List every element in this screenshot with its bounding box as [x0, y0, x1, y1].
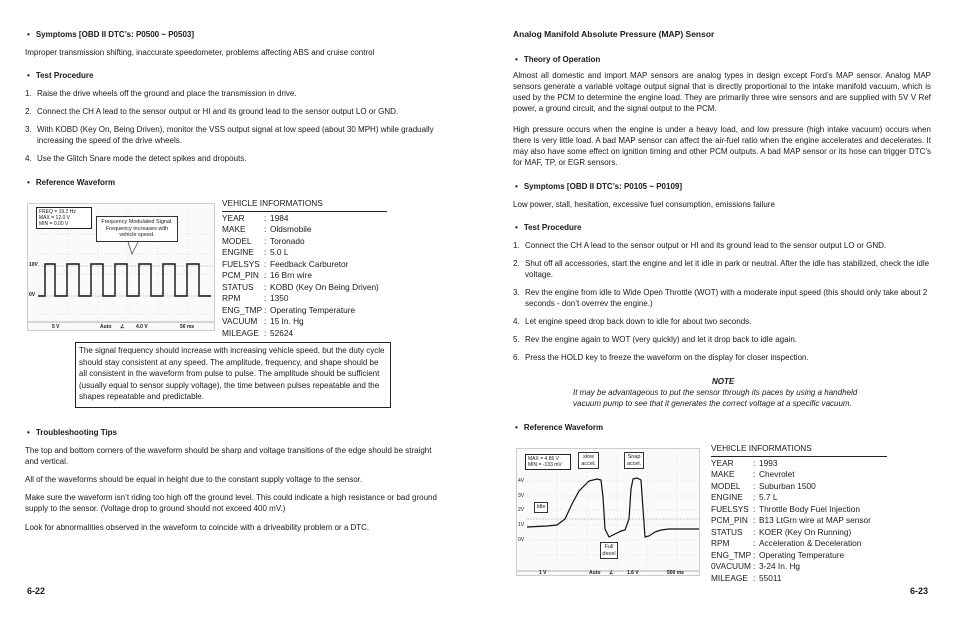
map-voltage-trace [527, 478, 699, 537]
vss-waveform-scope [27, 203, 215, 331]
vehicle-info-row: FUELSYS : Feedback Carburetor [222, 258, 349, 269]
vehicle-info-row: MODEL : Suburban 1500 [711, 480, 816, 491]
vehicle-info-row: PCM_PIN : 16 Brn wire [222, 270, 312, 280]
vehicle-info-row: PCM_PIN : B13 LtGrn wire at MAP sensor [711, 515, 871, 525]
scope-time-div: 50 ms [180, 324, 195, 330]
theory-paragraph-1: Almost all domestic and import MAP sensors are analog types in design except Ford’s MAP sensor. Analog MAP sensors generate a variable voltage output signal that is directly proportional to the intake manifold vacuum, which is used by the PCM to determine the engine load. They are primarily three wire sensors and are supplied with 5V V Ref power, a ground circuit, and the signal output to the PCM. [513, 71, 931, 113]
scope-volts-div: 1 V [539, 570, 547, 576]
symptoms-text-left: Improper transmission shifting, inaccurate speedometer, problems affecting ABS and cruise control [25, 48, 375, 57]
frequency-callout: Frequency Modulated Signal. Frequency increases with vehicle speed. [96, 216, 178, 242]
vehicle-info-title: VEHICLE INFORMATIONS [222, 198, 387, 212]
vehicle-info-row: STATUS : KOER (Key On Running) [711, 526, 852, 537]
vehicle-info-row: MAKE : Chevrolet [711, 469, 795, 479]
vehicle-info-left [222, 198, 387, 339]
page-number-left: 6-22 [27, 586, 46, 596]
slow-accel-callout: slow accel. [578, 452, 599, 469]
step-item: 1. Connect the CH A lead to the sensor output or HI and its ground lead to the sensor output LO or GND. [513, 241, 887, 250]
vehicle-info-row: ENG_TMP : Operating Temperature [222, 304, 356, 315]
test-procedure-heading-right: • Test Procedure [515, 222, 581, 233]
y-label-10v: 10V [29, 262, 38, 268]
step-item: 3. Rev the engine from idle to Wide Open Throttle (WOT) with a moderate input speed (this should only take about 2 seconds - don’t overrev the engine.) [513, 288, 928, 308]
vehicle-info-row: MILEAGE : 52624 [222, 327, 294, 338]
scope-trigger-level: 4.0 V [136, 324, 148, 330]
vehicle-info-row: VACUUM : 15 In. Hg [222, 316, 304, 326]
tip-paragraph: Make sure the waveform isn’t riding too high off the ground level. This could indicate a high resistance or bad ground supply to the sensor. (Voltage drop to ground should not exceed 400 mV.) [25, 493, 437, 513]
vehicle-info-row: MILEAGE : 55011 [711, 572, 782, 583]
theory-paragraph-2: High pressure occurs when the engine is under a heavy load, and low pressure (high intake vacuum) occurs when there is very little load. A bad MAP sensor can affect the air-fuel ratio when the engine accelerates and decelerates. It may also have some effect on ignition timing and other PCM outputs. A bad MAP sensor or its hose can trigger DTC’s for MAF, TP, or EGR sensors. [513, 125, 931, 167]
waveform-description-box [75, 342, 391, 408]
step-item: 4. Let engine speed drop back down to idle for about two seconds. [513, 317, 752, 326]
step-item: 5. Rev the engine again to WOT (very quickly) and let it drop back to idle again. [513, 335, 797, 344]
callout-pointer [28, 204, 215, 331]
scope-trigger-mode: Auto [589, 570, 601, 576]
reference-waveform-heading-left: • Reference Waveform [27, 177, 115, 188]
scope-volts-div: 5 V [52, 324, 60, 330]
test-steps-left [25, 88, 445, 171]
vehicle-info-row: RPM : 1350 [222, 293, 289, 303]
test-steps-right [513, 240, 931, 370]
troubleshooting-heading: • Troubleshooting Tips [27, 427, 117, 438]
vehicle-info-row: ENGINE : 5.7 L [711, 492, 778, 502]
reference-waveform-heading-right: • Reference Waveform [515, 422, 603, 433]
vehicle-info-row: RPM : Acceleration & Deceleration [711, 538, 862, 548]
vehicle-info-row: ENGINE : 5.0 L [222, 247, 289, 257]
tip-paragraph: Look for abnormalities observed in the waveform to coincide with a driveability problem or a DTC. [25, 523, 370, 532]
vehicle-info-row: ENG_TMP : Operating Temperature [711, 549, 845, 560]
symptoms-text-right: Low power, stall, hesitation, excessive fuel consumption, emissions failure [513, 200, 775, 209]
vehicle-info-row: YEAR : 1984 [222, 212, 289, 223]
step-item: 3. With KOBD (Key On, Being Driven), monitor the VSS output signal at low speed (about 30 MPH) while gradually increasing the speed of the drive wheels. [25, 125, 434, 145]
step-item: 2. Shut off all accessories, start the engine and let it idle in park or neutral. After the idle has stabilized, check the idle voltage. [513, 259, 930, 279]
scope-time-div: 500 ms [667, 570, 684, 576]
y-label-4v: 4V [518, 478, 525, 484]
idle-callout: Idle [534, 502, 548, 513]
vehicle-info-row: FUELSYS : Throttle Body Fuel Injection [711, 503, 860, 514]
scope-trigger-level: 1.6 V [627, 570, 639, 576]
waveform-description: The signal frequency should increase with increasing vehicle speed, but the duty cycle should stay consistent at any speed. The amplitude, frequency, and shape should be all consistent in the waveform from pulse to pulse. The amplitude should be sufficient (usually equal to sensor supply voltage), the time between pulses repeatable and the shapes repeatable and predictable. [79, 346, 385, 401]
scope-readout: FREQ = 19.2 Hz MAX = 12.0 V MIN = 0.00 V [36, 207, 92, 229]
snap-accel-callout: Snap accel. [624, 452, 644, 469]
vehicle-info-row: STATUS : KOBD (Key On Being Driven) [222, 281, 379, 292]
tip-paragraph: All of the waveforms should be equal in height due to the constant supply voltage to the sensor. [25, 475, 363, 484]
y-label-0v: 0V [29, 292, 36, 298]
full-decel-callout: Full decel [600, 542, 618, 559]
vehicle-info-right [711, 443, 887, 584]
symptoms-heading-left: • Symptoms [OBD II DTC’s: P0500 ~ P0503] [27, 29, 194, 40]
scope-slope-icon: ∠ [120, 324, 125, 330]
symptoms-heading-right: • Symptoms [OBD II DTC’s: P0105 ~ P0109] [515, 181, 682, 192]
vehicle-info-title: VEHICLE INFORMATIONS [711, 443, 887, 457]
note-heading: NOTE [712, 377, 735, 386]
map-waveform-scope [516, 448, 700, 576]
scope-slope-icon: ∠ [609, 570, 614, 576]
step-item: 4. Use the Glitch Snare mode the detect spikes and dropouts. [25, 154, 247, 163]
page-number-right: 6-23 [910, 586, 929, 596]
y-label-0v: 0V [518, 537, 525, 543]
note-text: It may be advantageous to put the sensor through its paces by using a handheld vacuum pump to see that it generates the correct voltage at a specific vacuum. [573, 388, 858, 408]
y-label-1v: 1V [518, 522, 525, 528]
tip-paragraph: The top and bottom corners of the waveform should be sharp and voltage transitions of the edge should be straight and vertical. [25, 446, 432, 466]
y-label-2v: 2V [518, 507, 525, 513]
step-item: 1. Raise the drive wheels off the ground and place the transmission in drive. [25, 89, 297, 98]
map-sensor-title: Analog Manifold Absolute Pressure (MAP) Sensor [513, 29, 715, 39]
vehicle-info-row: MAKE : Oldsmobile [222, 224, 312, 234]
step-item: 2. Connect the CH A lead to the sensor output or HI and its ground lead to the sensor output LO or GND. [25, 107, 399, 116]
vehicle-info-row: YEAR : 1993 [711, 457, 778, 468]
vehicle-info-row: 0VACUUM : 3-24 In. Hg [711, 561, 801, 571]
y-label-3v: 3V [518, 493, 525, 499]
vehicle-info-row: MODEL : Toronado [222, 235, 305, 246]
scope-trigger-mode: Auto [100, 324, 112, 330]
theory-heading: • Theory of Operation [515, 54, 600, 65]
scope-readout: MAX = 4.86 V MIN = -133 mV [525, 454, 571, 470]
step-item: 6. Press the HOLD key to freeze the waveform on the display for closer inspection. [513, 353, 809, 362]
test-procedure-heading-left: • Test Procedure [27, 70, 93, 81]
